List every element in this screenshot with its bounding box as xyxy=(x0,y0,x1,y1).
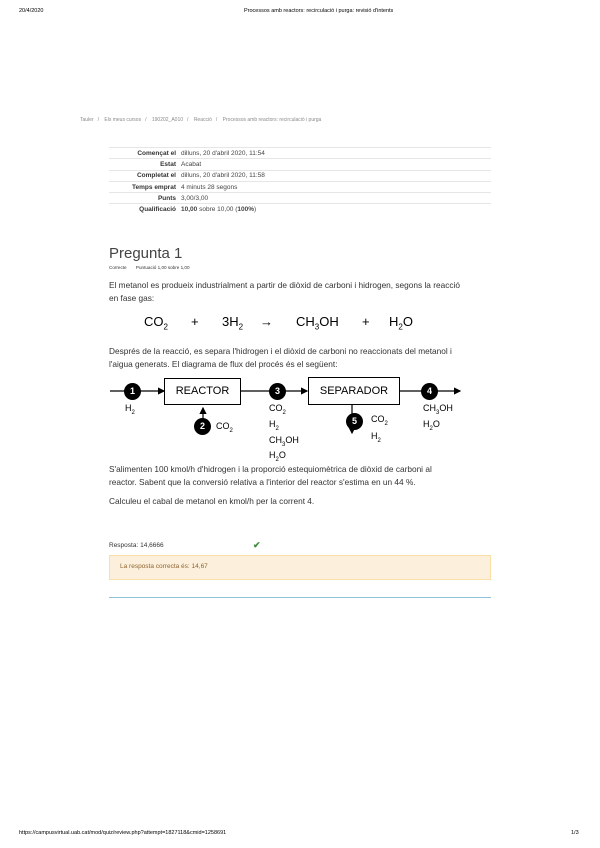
component: $H_2$ xyxy=(269,418,279,432)
eq-plus: + xyxy=(362,314,370,329)
summary-label: Temps emprat xyxy=(109,181,181,192)
component: $H_2O$ xyxy=(269,450,286,464)
summary-label: Completat el xyxy=(109,170,181,181)
breadcrumb-link-section[interactable]: Reacció xyxy=(193,117,212,123)
eq-water: $H_2O$ xyxy=(389,314,413,332)
component: $CH_3OH$ xyxy=(423,403,453,416)
component: $CO_2$ xyxy=(269,403,286,416)
reactor-box: REACTOR xyxy=(164,378,241,405)
print-date: 20/4/2020 xyxy=(19,8,44,14)
grade-max: sobre 10,00 ( xyxy=(197,206,238,214)
eq-methanol: $CH_3OH$ xyxy=(296,314,339,332)
text-line: S'alimenten 100 kmol/h d'hidrogen i la proporció estequiomètrica de diòxid de carboni al xyxy=(109,464,432,474)
print-url: https://campusvirtual.uab.cat/mod/quiz/review.php?attempt=1827118&cmid=1258691 xyxy=(19,830,227,836)
question-title: Pregunta 1 xyxy=(109,245,183,262)
stream-5-node: 5 xyxy=(346,413,363,430)
summary-label: Punts xyxy=(109,193,181,204)
summary-label: Estat xyxy=(109,159,181,170)
divider xyxy=(109,597,491,598)
summary-label: Qualificació xyxy=(109,204,181,215)
breadcrumb-link-my-courses[interactable]: Els meus cursos xyxy=(104,117,142,123)
summary-value: dilluns, 20 d'abril 2020, 11:58 xyxy=(181,170,491,181)
stream-2-label: $CO_2$ xyxy=(216,421,233,434)
stream-2-node: 2 xyxy=(194,418,211,435)
component: $CO_2$ xyxy=(371,414,388,427)
grade-percent: 100% xyxy=(237,206,255,214)
summary-label: Començat el xyxy=(109,148,181,159)
text-line: l'aigua generats. El diagrama de flux del procés és el següent: xyxy=(109,358,338,369)
question-text-ask: Calculeu el cabal de metanol en kmol/h per la corrent 4. xyxy=(109,496,315,506)
question-status: Correcte xyxy=(109,265,127,270)
text-line: El metanol es produeix industrialment a partir de diòxid de carboni i hidrogen, segons la reacció xyxy=(109,280,460,290)
component: $H_2$ xyxy=(371,430,381,444)
summary-value: dilluns, 20 d'abril 2020, 11:54 xyxy=(181,148,491,159)
correct-answer-feedback xyxy=(109,555,491,580)
summary-value: 4 minuts 28 segons xyxy=(181,181,491,192)
correct-answer-text: La resposta correcta és: 14,67 xyxy=(120,563,208,570)
question-score: Puntuació 1,00 sobre 1,00 xyxy=(135,265,190,270)
breadcrumb-link-course[interactable]: 190202_A010 xyxy=(151,117,184,123)
eq-arrow: → xyxy=(260,314,273,329)
stream-4-node: 4 xyxy=(421,383,438,400)
stream-1-label: $H_2$ xyxy=(125,403,135,416)
breadcrumb-link-quiz[interactable]: Processos amb reactors: recirculació i purga xyxy=(222,117,322,123)
grade-value: 10,00 xyxy=(181,206,198,214)
correct-check-icon: ✔ xyxy=(253,540,261,550)
stream-4-label xyxy=(423,403,453,435)
stream-3-node: 3 xyxy=(269,383,286,400)
response-value: 14,6666 xyxy=(140,542,164,549)
breadcrumb-link-dashboard[interactable]: Tauler xyxy=(80,117,94,123)
summary-value: Acabat xyxy=(181,159,491,170)
text-line: reactor. Sabent que la conversió relativa a l'interior del reactor s'estima en un 44 %. xyxy=(109,476,416,487)
text-line: Després de la reacció, es separa l'hidrogen i el diòxid de carboni no reaccionats del metanol i xyxy=(109,346,452,356)
component: $CH_3OH$ xyxy=(269,434,299,448)
stream-1-node: 1 xyxy=(124,383,141,400)
separator-box: SEPARADOR xyxy=(308,377,400,405)
response-label: Resposta: xyxy=(109,542,139,549)
stream-5-label xyxy=(371,413,388,447)
eq-co2: $CO_2$ xyxy=(144,314,168,332)
question-text-data xyxy=(109,463,432,488)
component: $H_2O$ xyxy=(423,418,440,432)
print-title: Processos amb reactors: recirculació i purga: revisió d'intents xyxy=(244,8,394,14)
print-page-number: 1/3 xyxy=(571,830,579,836)
grade-close: ) xyxy=(254,206,257,214)
stream-3-label xyxy=(269,403,299,466)
summary-value: 3,00/3,00 xyxy=(181,193,491,204)
eq-h2: $3H_2$ xyxy=(222,314,244,332)
breadcrumb: Tauler / Els meus cursos / 190202_A010 / Reacció / Processos amb reactors: recirculació i purga xyxy=(80,117,322,123)
response-field xyxy=(109,542,164,549)
eq-plus: + xyxy=(191,314,199,329)
text-line: en fase gas: xyxy=(109,292,155,303)
